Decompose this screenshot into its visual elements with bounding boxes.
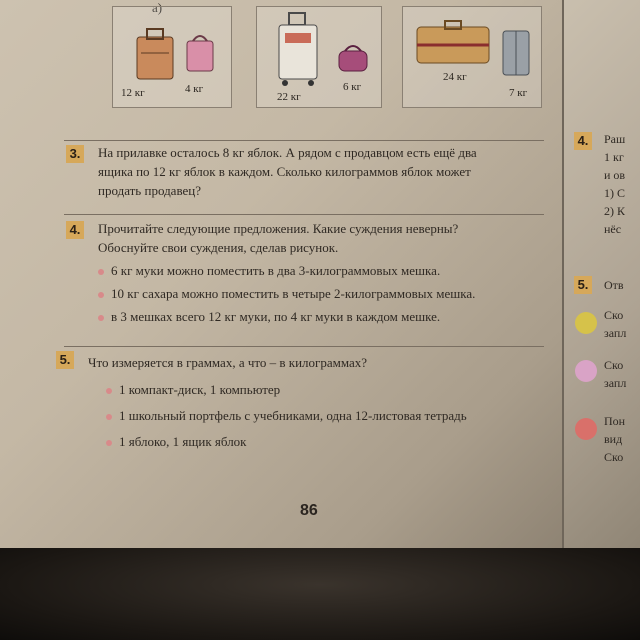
bullet-icon: [106, 440, 112, 446]
bullet-item: [98, 284, 475, 303]
task-number: 5.: [56, 351, 74, 369]
bullet-text: 1 школьный портфель с учебниками, одна 12-листовая тетрадь: [119, 408, 467, 423]
weight-label: 4 кг: [185, 83, 204, 95]
bullet-text: 10 кг сахара можно поместить в четыре 2-килограммовых мешка.: [111, 286, 476, 301]
right-line: 1 кг: [604, 150, 624, 164]
luggage-group-1: [112, 6, 232, 108]
answer-line: Пон: [604, 414, 626, 428]
bullet-icon: [106, 414, 112, 420]
bullet-text: 1 яблоко, 1 ящик яблок: [119, 434, 247, 449]
right-line: 1) С: [604, 186, 625, 200]
trolley-suitcase-icon: [273, 11, 323, 89]
task-line: ящика по 12 кг яблок в каждом. Сколько килограммов яблок может: [98, 164, 471, 179]
task-line: На прилавке осталось 8 кг яблок. А рядом с продавцом есть ещё два: [98, 145, 477, 160]
right-line: и ов: [604, 168, 626, 182]
bullet-icon: [98, 292, 104, 298]
answer-text: [604, 356, 626, 392]
task-5: [59, 346, 544, 477]
bullet-icon: [98, 269, 104, 275]
task-text: [98, 219, 475, 326]
bullet-text: 6 кг муки можно поместить в два 3-килограммовых мешка.: [111, 263, 441, 278]
smiley-yellow-icon: [575, 312, 597, 334]
bullet-item: [106, 432, 467, 451]
answer-line: вид: [604, 432, 623, 446]
bullet-text: 1 компакт-диск, 1 компьютер: [119, 382, 281, 397]
smiley-red-icon: [575, 418, 597, 440]
answer-line: Ско: [604, 358, 624, 372]
bullet-item: [106, 380, 467, 399]
task-3: [64, 140, 544, 201]
answer-line: запл: [604, 326, 627, 340]
weight-label: 12 кг: [121, 87, 145, 99]
answer-line: Ско: [604, 450, 624, 464]
bullet-item: [98, 261, 475, 280]
right-task-number: 4.: [574, 132, 592, 150]
briefcase-icon: [499, 25, 535, 81]
task-text: [88, 353, 467, 451]
suitcase-icon: [131, 23, 181, 83]
task-line: Обоснуйте свои суждения, сделав рисунок.: [98, 240, 339, 255]
bullet-text: в 3 мешках всего 12 кг муки, по 4 кг муки в каждом мешке.: [111, 309, 441, 324]
smiley-pink-icon: [575, 360, 597, 382]
right-task-number: 5.: [574, 276, 592, 294]
right-line: нёс: [604, 222, 622, 236]
bag-icon: [183, 29, 219, 75]
weight-label: 7 кг: [509, 87, 528, 99]
task-4: [64, 214, 544, 335]
task-text: [98, 143, 477, 200]
weight-label: 24 кг: [443, 71, 467, 83]
weight-label: 6 кг: [343, 81, 362, 93]
bullet-item: [106, 406, 467, 425]
bullet-icon: [106, 388, 112, 394]
task-number: 3.: [66, 145, 84, 163]
right-task-text: Отв: [604, 278, 624, 292]
task-line: продать продавец?: [98, 183, 202, 198]
right-task-text: [604, 130, 625, 238]
travel-suitcase-icon: [413, 19, 493, 69]
figure-label: а): [152, 0, 163, 15]
answer-text: [604, 412, 625, 466]
page-number: 86: [300, 502, 318, 519]
bullet-icon: [98, 315, 104, 321]
task-number: 4.: [66, 221, 84, 239]
right-line: Раш: [604, 132, 626, 146]
answer-line: запл: [604, 376, 627, 390]
answer-line: Ско: [604, 308, 624, 322]
right-line: 2) К: [604, 204, 625, 218]
weight-label: 22 кг: [277, 91, 301, 103]
answer-text: [604, 306, 626, 342]
luggage-group-3: [402, 6, 542, 108]
handbag-icon: [335, 41, 371, 75]
dark-background: [0, 548, 640, 640]
task-line: Что измеряется в граммах, а что – в килограммах?: [88, 355, 368, 370]
task-line: Прочитайте следующие предложения. Какие суждения неверны?: [98, 221, 459, 236]
luggage-group-2: [256, 6, 382, 108]
bullet-item: [98, 307, 475, 326]
